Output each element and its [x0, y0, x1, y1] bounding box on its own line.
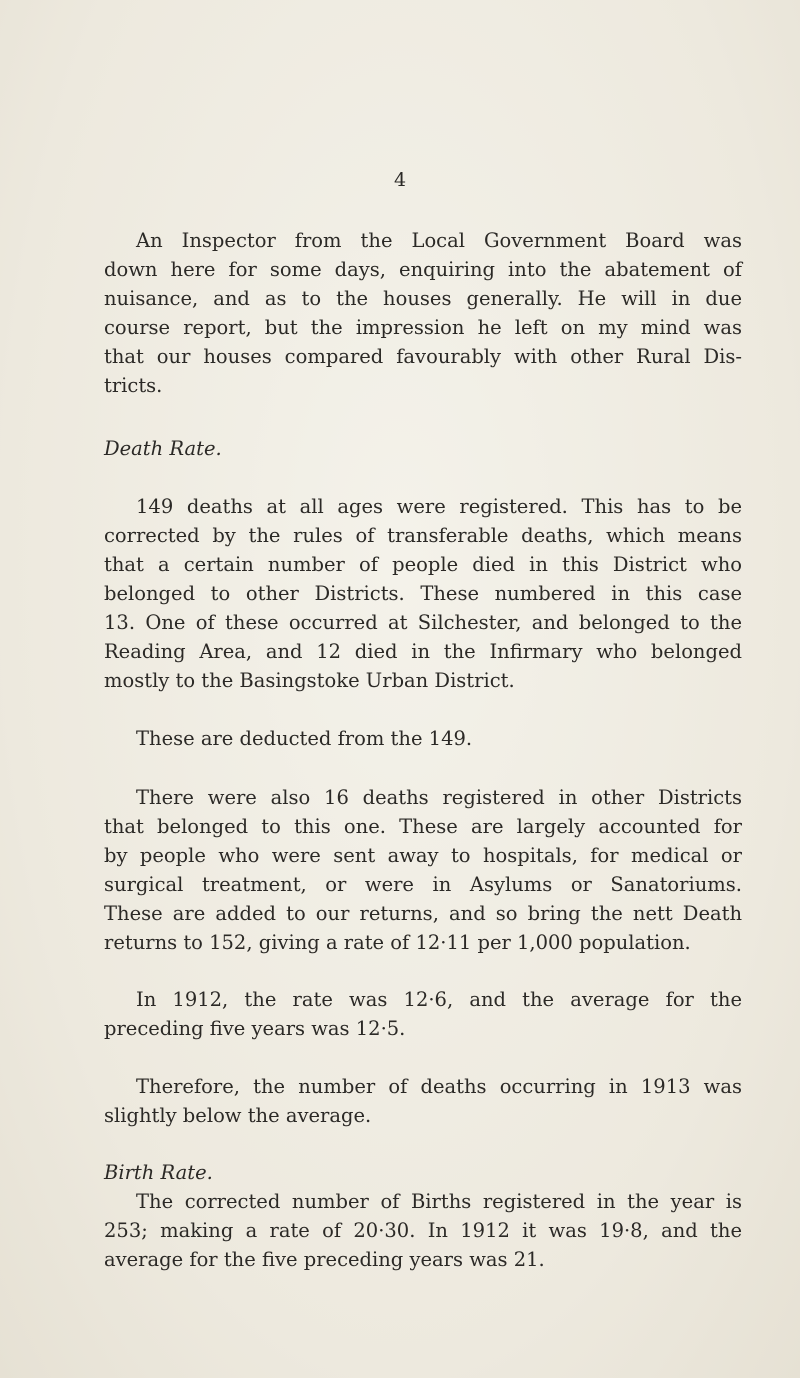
text-line: tricts.	[104, 374, 163, 397]
text-line: surgical treatment, or were in Asylums or Sanatoriums.	[104, 873, 742, 896]
text-line: mostly to the Basingstoke Urban District.	[104, 669, 515, 692]
text-line: There were also 16 deaths registered in other Districts	[136, 786, 742, 809]
text-line: 13. One of these occurred at Silchester, and belonged to the	[104, 611, 742, 634]
text-line: corrected by the rules of transferable deaths, which means	[104, 524, 742, 547]
page-number: 4	[393, 169, 407, 191]
text-line: 253; making a rate of 20·30. In 1912 it was 19·8, and the	[104, 1219, 742, 1242]
death-rate-paragraph-4	[104, 985, 742, 1043]
text-line: returns to 152, giving a rate of 12·11 per 1,000 population.	[104, 931, 691, 954]
text-line: These are deducted from the 149.	[136, 727, 473, 750]
inspector-paragraph	[104, 226, 742, 400]
text-line: that our houses compared favourably with other Rural Dis-	[104, 345, 742, 368]
text-line: In 1912, the rate was 12·6, and the average for the	[136, 988, 742, 1011]
text-line: An Inspector from the Local Government Board was	[136, 229, 742, 252]
text-line: that belonged to this one. These are largely accounted for	[104, 815, 742, 838]
text-line: slightly below the average.	[104, 1104, 372, 1127]
death-rate-paragraph-3	[104, 783, 742, 957]
text-line: by people who were sent away to hospitals, for medical or	[104, 844, 742, 867]
text-line: These are added to our returns, and so bring the nett Death	[104, 902, 742, 925]
text-line: preceding five years was 12·5.	[104, 1017, 406, 1040]
birth-rate-paragraph-1	[104, 1187, 742, 1274]
text-line: average for the five preceding years was 21.	[104, 1248, 545, 1271]
death-rate-heading: Death Rate.	[104, 437, 222, 460]
text-line: belonged to other Districts. These numbered in this case	[104, 582, 742, 605]
text-line: Therefore, the number of deaths occurring in 1913 was	[136, 1075, 742, 1098]
text-line: course report, but the impression he left on my mind was	[104, 316, 742, 339]
text-line: nuisance, and as to the houses generally. He will in due	[104, 287, 742, 310]
death-rate-paragraph-1	[104, 492, 742, 695]
text-line: that a certain number of people died in this District who	[104, 553, 742, 576]
text-line: 149 deaths at all ages were registered. This has to be	[136, 495, 742, 518]
death-rate-heading-block	[104, 434, 742, 463]
death-rate-paragraph-2	[104, 724, 742, 753]
text-line: Reading Area, and 12 died in the Infirmary who belonged	[104, 640, 742, 663]
birth-rate-heading-block	[104, 1158, 742, 1187]
death-rate-paragraph-5	[104, 1072, 742, 1130]
text-line: The corrected number of Births registered in the year is	[136, 1190, 742, 1213]
text-line: down here for some days, enquiring into the abatement of	[104, 258, 742, 281]
birth-rate-heading: Birth Rate.	[104, 1161, 213, 1184]
